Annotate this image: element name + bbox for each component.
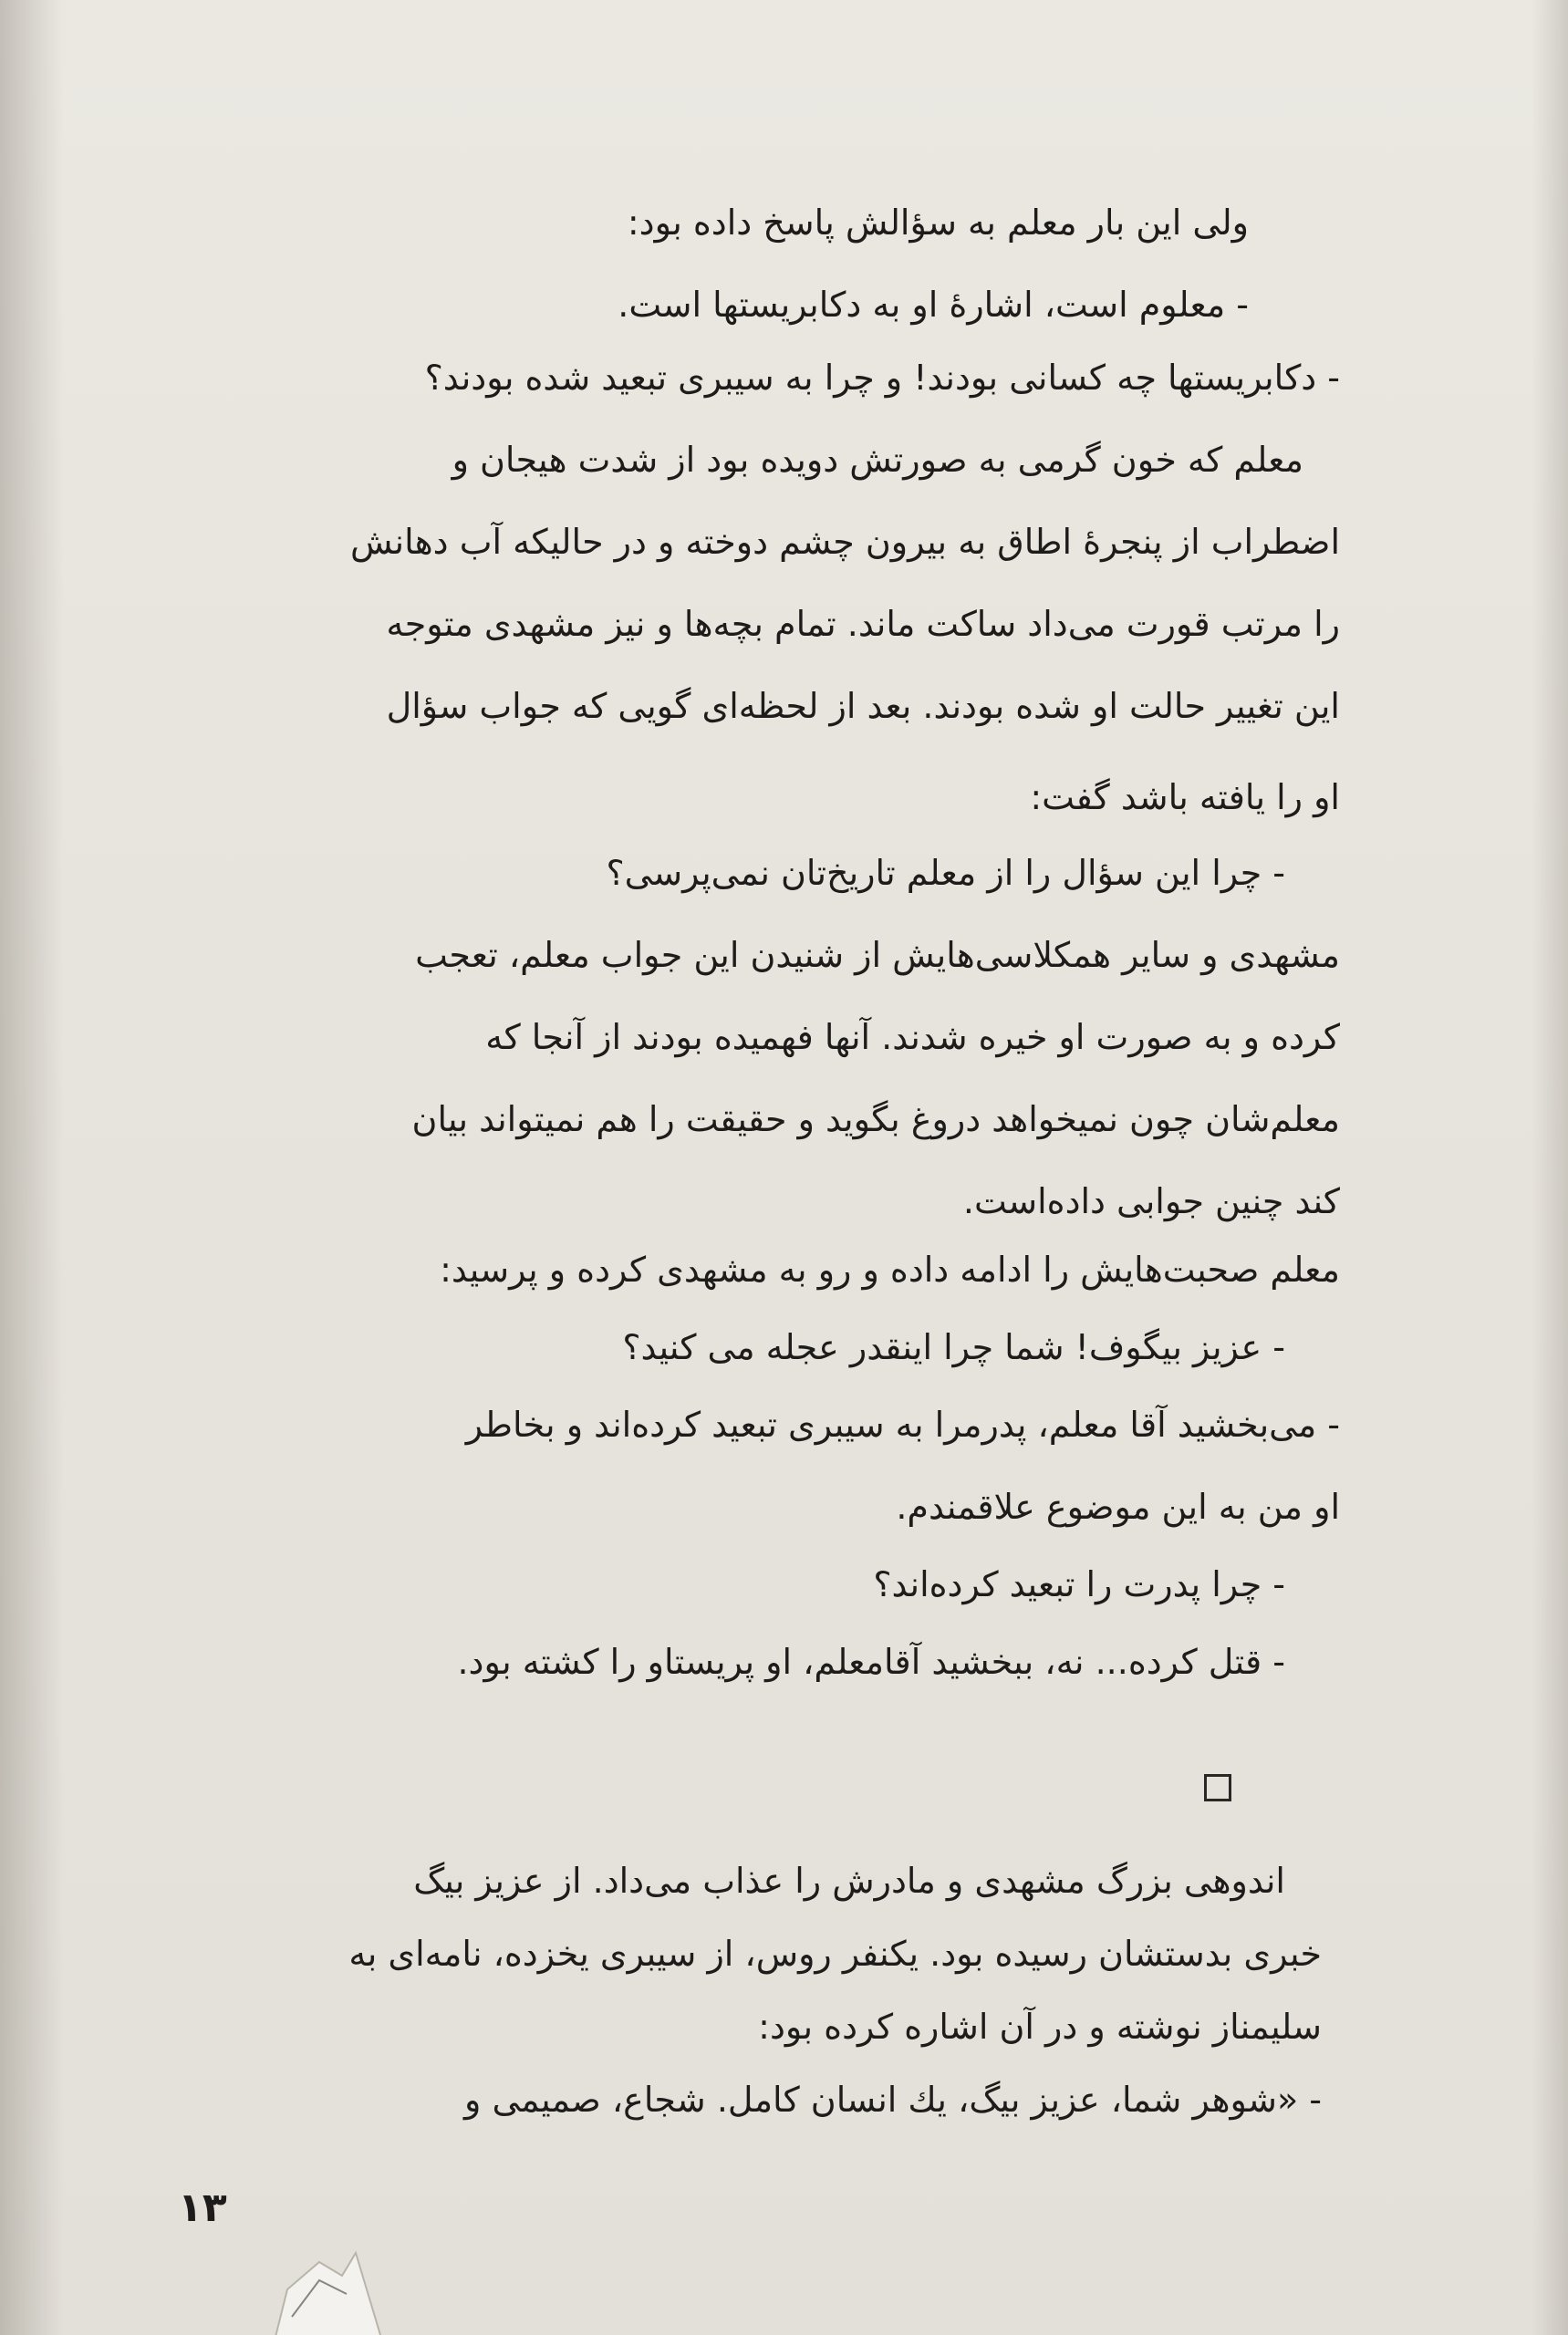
text-line: مشهدی و سایر همکلاسی‌هایش از شنیدن این جواب معلم، تعجب xyxy=(415,935,1340,975)
text-line: - می‌بخشید آقا معلم، پدرمرا به سیبری تبعید کرده‌اند و بخاطر xyxy=(465,1405,1340,1445)
text-line: را مرتب قورت می‌داد ساکت ماند. تمام بچه‌ها و نیز مشهدی متوجه xyxy=(386,604,1340,644)
paper-tear-mark xyxy=(255,2226,392,2335)
text-line: - قتل کرده... نه، ببخشید آقامعلم، او پریستاو را کشته بود. xyxy=(457,1642,1285,1682)
page-number: ۱۳ xyxy=(178,2185,227,2231)
text-line: خبری بدستشان رسیده بود. یکنفر روس، از سیبری یخزده، نامه‌ای به xyxy=(348,1934,1322,1974)
page-edge-shadow-right xyxy=(1532,0,1568,2335)
text-line: کند چنین جوابی داده‌است. xyxy=(962,1181,1340,1221)
text-line: - عزیز بیگوف! شما چرا اینقدر عجله می کنید؟ xyxy=(622,1327,1285,1367)
text-line: - معلوم است، اشارهٔ او به دکابریستها است. xyxy=(618,285,1249,325)
text-line: اندوهی بزرگ مشهدی و مادرش را عذاب می‌داد. از عزیز بیگ xyxy=(413,1861,1285,1901)
secondary-text-section xyxy=(172,0,1322,2189)
text-line: معلم که خون گرمی به صورتش دویده بود از شدت هیجان و xyxy=(452,440,1303,480)
text-line: او من به این موضوع علاقمندم. xyxy=(896,1487,1340,1527)
text-line: معلم صحبت‌هایش را ادامه داده و رو به مشهدی کرده و پرسید: xyxy=(440,1250,1340,1290)
text-line: کرده و به صورت او خیره شدند. آنها فهمیده بودند از آنجا که xyxy=(485,1017,1340,1057)
text-line: معلم‌شان چون نمیخواهد دروغ بگوید و حقیقت را هم نمیتواند بیان xyxy=(411,1099,1340,1139)
text-line: - دکابریستها چه کسانی بودند! و چرا به سیبری تبعید شده بودند؟ xyxy=(424,358,1340,398)
text-line: ولی این بار معلم به سؤالش پاسخ داده بود: xyxy=(627,202,1249,243)
page-edge-shadow-left xyxy=(0,0,64,2335)
text-line: این تغییر حالت او شده بودند. بعد از لحظه‌ای گویی که جواب سؤال xyxy=(386,686,1340,726)
text-line: - چرا این سؤال را از معلم تاریخ‌تان نمی‌پرسی؟ xyxy=(606,853,1285,893)
text-line: - «شوهر شما، عزیز بیگ، یك انسان کامل. شجاع، صمیمی و xyxy=(464,2080,1322,2120)
text-line: اضطراب از پنجرهٔ اطاق به بیرون چشم دوخته و در حالیکه آب دهانش xyxy=(350,522,1340,562)
text-line: - چرا پدرت را تبعید کرده‌اند؟ xyxy=(873,1564,1285,1604)
text-line: او را یافته باشد گفت: xyxy=(1030,777,1340,817)
text-line: سلیمناز نوشته و در آن اشاره کرده بود: xyxy=(758,2007,1322,2047)
